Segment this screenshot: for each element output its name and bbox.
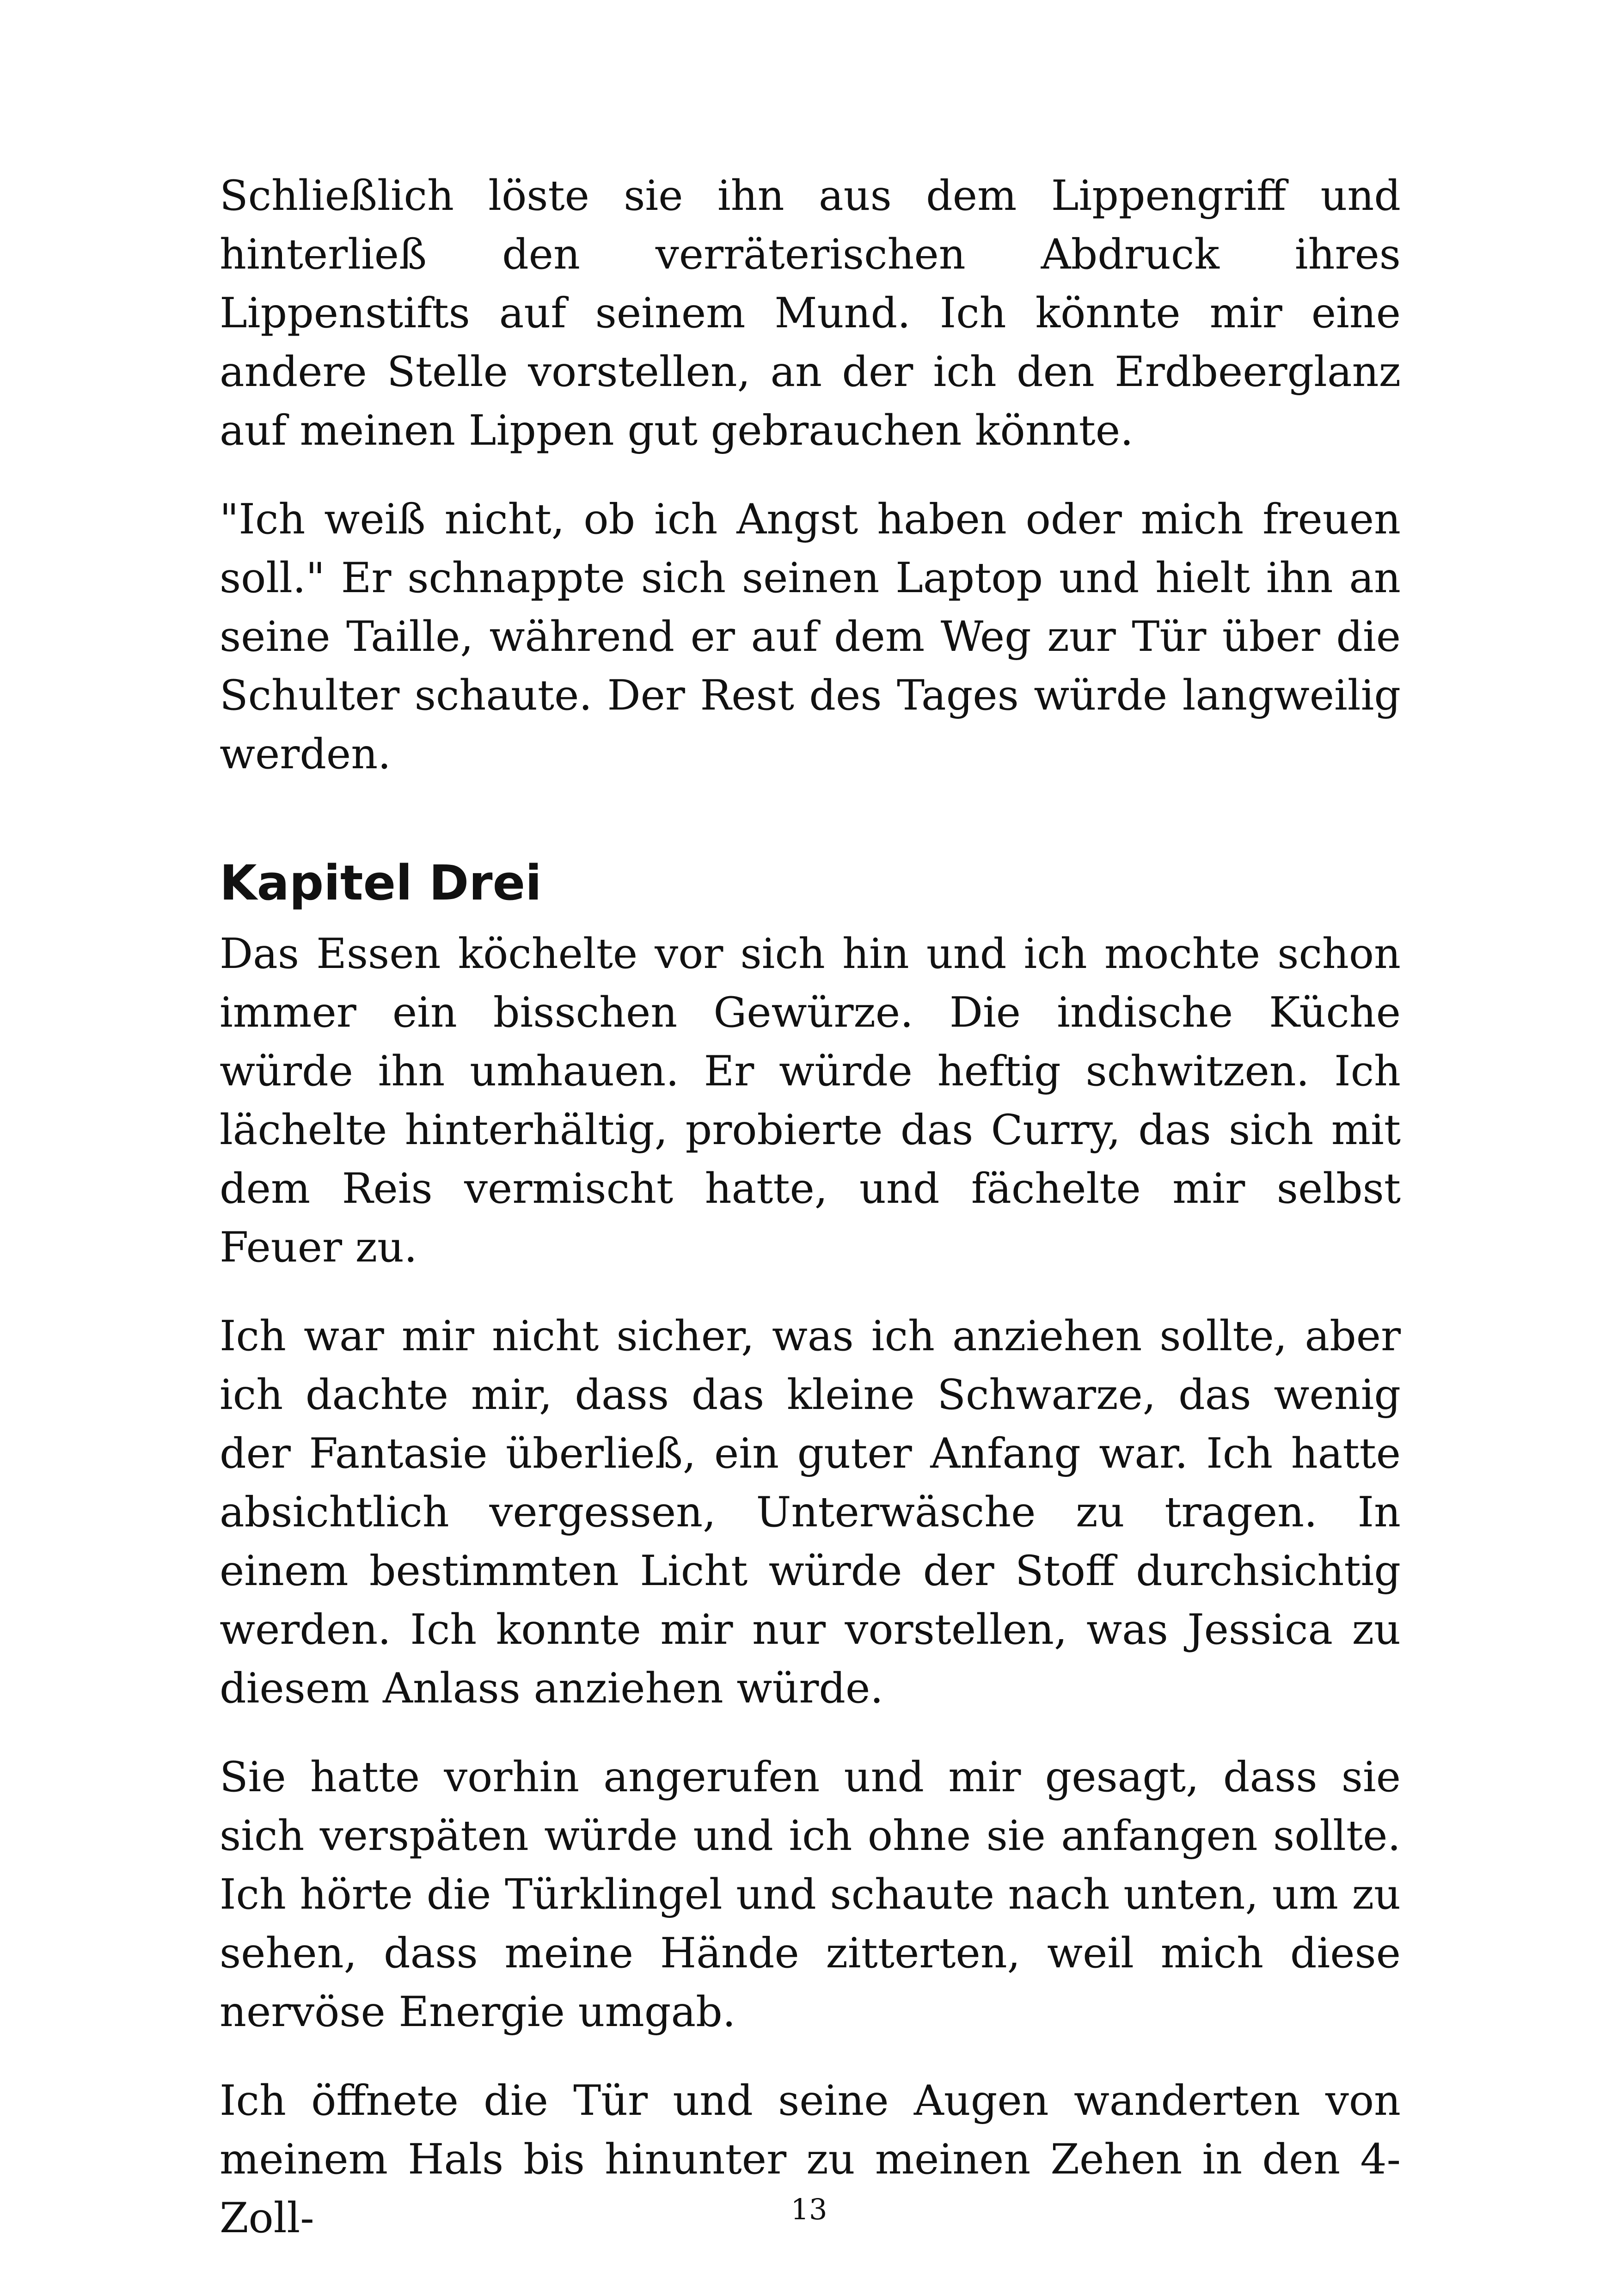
paragraph: Schließlich löste sie ihn aus dem Lippengriff und hinterließ den verräterischen Abdruck ihres Lippenstifts auf seinem Mund. Ich könnte mir eine andere Stelle vorstellen, an der ich den Erdbeerglanz auf meinen Lippen gut gebrauchen könnte. <box>220 171 1401 455</box>
paragraph: Sie hatte vorhin angerufen und mir gesagt, dass sie sich verspäten würde und ich ohne sie anfangen sollte. Ich hörte die Türklingel und schaute nach unten, um zu sehen, dass meine Hände zitterten, weil mich diese nervöse Energie umgab. <box>220 1753 1401 2036</box>
paragraph: Ich war mir nicht sicher, was ich anziehen sollte, aber ich dachte mir, dass das kleine Schwarze, das wenig der Fantasie überließ, ein guter Anfang war. Ich hatte absichtlich vergessen, Unterwäsche zu tragen. In einem bestimmten Licht würde der Stoff durchsichtig werden. Ich konnte mir nur vorstellen, was Jessica zu diesem Anlass anziehen würde. <box>220 1312 1401 1713</box>
chapter-heading: Kapitel Drei <box>220 855 542 911</box>
paragraph: "Ich weiß nicht, ob ich Angst haben oder mich freuen soll." Er schnappte sich seinen Laptop und hielt ihn an seine Taille, während er auf dem Weg zur Tür über die Schulter schaute. Der Rest des Tages würde langweilig werden. <box>220 495 1401 778</box>
paragraph: Ich öffnete die Tür und seine Augen wanderten von meinem Hals bis hinunter zu meinen Zehen in den 4-Zoll- <box>220 2076 1401 2242</box>
text-block-chapter-body <box>220 925 1401 2247</box>
text-block-before-chapter <box>220 166 1401 784</box>
page-number: 13 <box>791 2192 827 2226</box>
paragraph: Das Essen köchelte vor sich hin und ich mochte schon immer ein bisschen Gewürze. Die indische Küche würde ihn umhauen. Er würde heftig schwitzen. Ich lächelte hinterhältig, probierte das Curry, das sich mit dem Reis vermischt hatte, und fächelte mir selbst Feuer zu. <box>220 930 1401 1272</box>
